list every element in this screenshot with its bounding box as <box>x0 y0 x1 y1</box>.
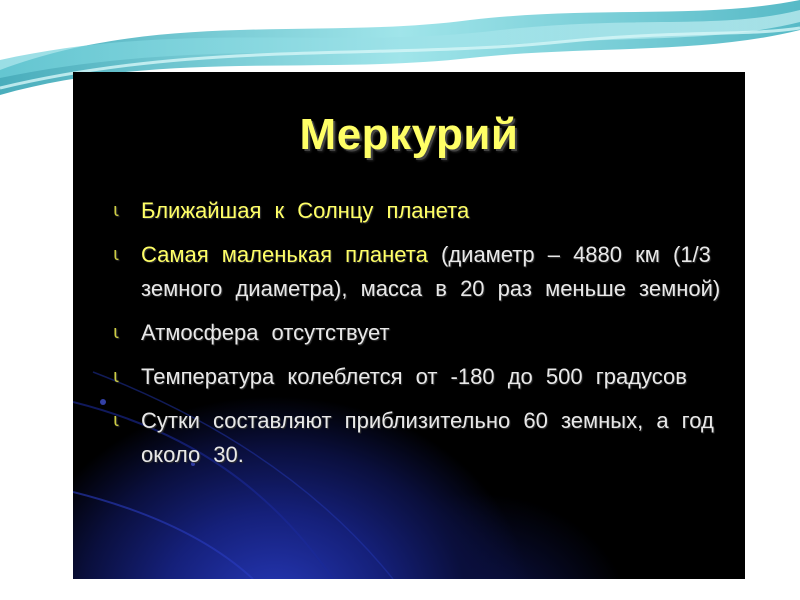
bullet-text: Атмосфера отсутствует <box>141 320 390 345</box>
slide-title: Меркурий <box>299 110 519 159</box>
bullet-icon: ɩ <box>113 366 120 387</box>
bullet-item <box>109 194 729 228</box>
bullet-item <box>109 316 729 350</box>
bullet-icon: ɩ <box>113 410 120 431</box>
bullet-icon: ɩ <box>113 322 120 343</box>
bullet-highlight: Самая маленькая планета <box>141 242 428 267</box>
bullet-item <box>109 238 729 306</box>
bullet-item <box>109 404 729 472</box>
bullet-text: Температура колеблется от -180 до 500 градусов <box>141 364 687 389</box>
bullet-text: (диаметр – 4880 км (1/3 земного диаметра), масса в 20 раз меньше земной) <box>141 242 721 301</box>
bullet-list <box>109 194 729 482</box>
bullet-icon: ɩ <box>113 200 120 221</box>
bullet-icon: ɩ <box>113 244 120 265</box>
bullet-text: Сутки составляют приблизительно 60 земных, а год около 30. <box>141 408 714 467</box>
slide-content <box>73 72 745 579</box>
bullet-highlight: Ближайшая к Солнцу планета <box>141 198 470 223</box>
bullet-item <box>109 360 729 394</box>
